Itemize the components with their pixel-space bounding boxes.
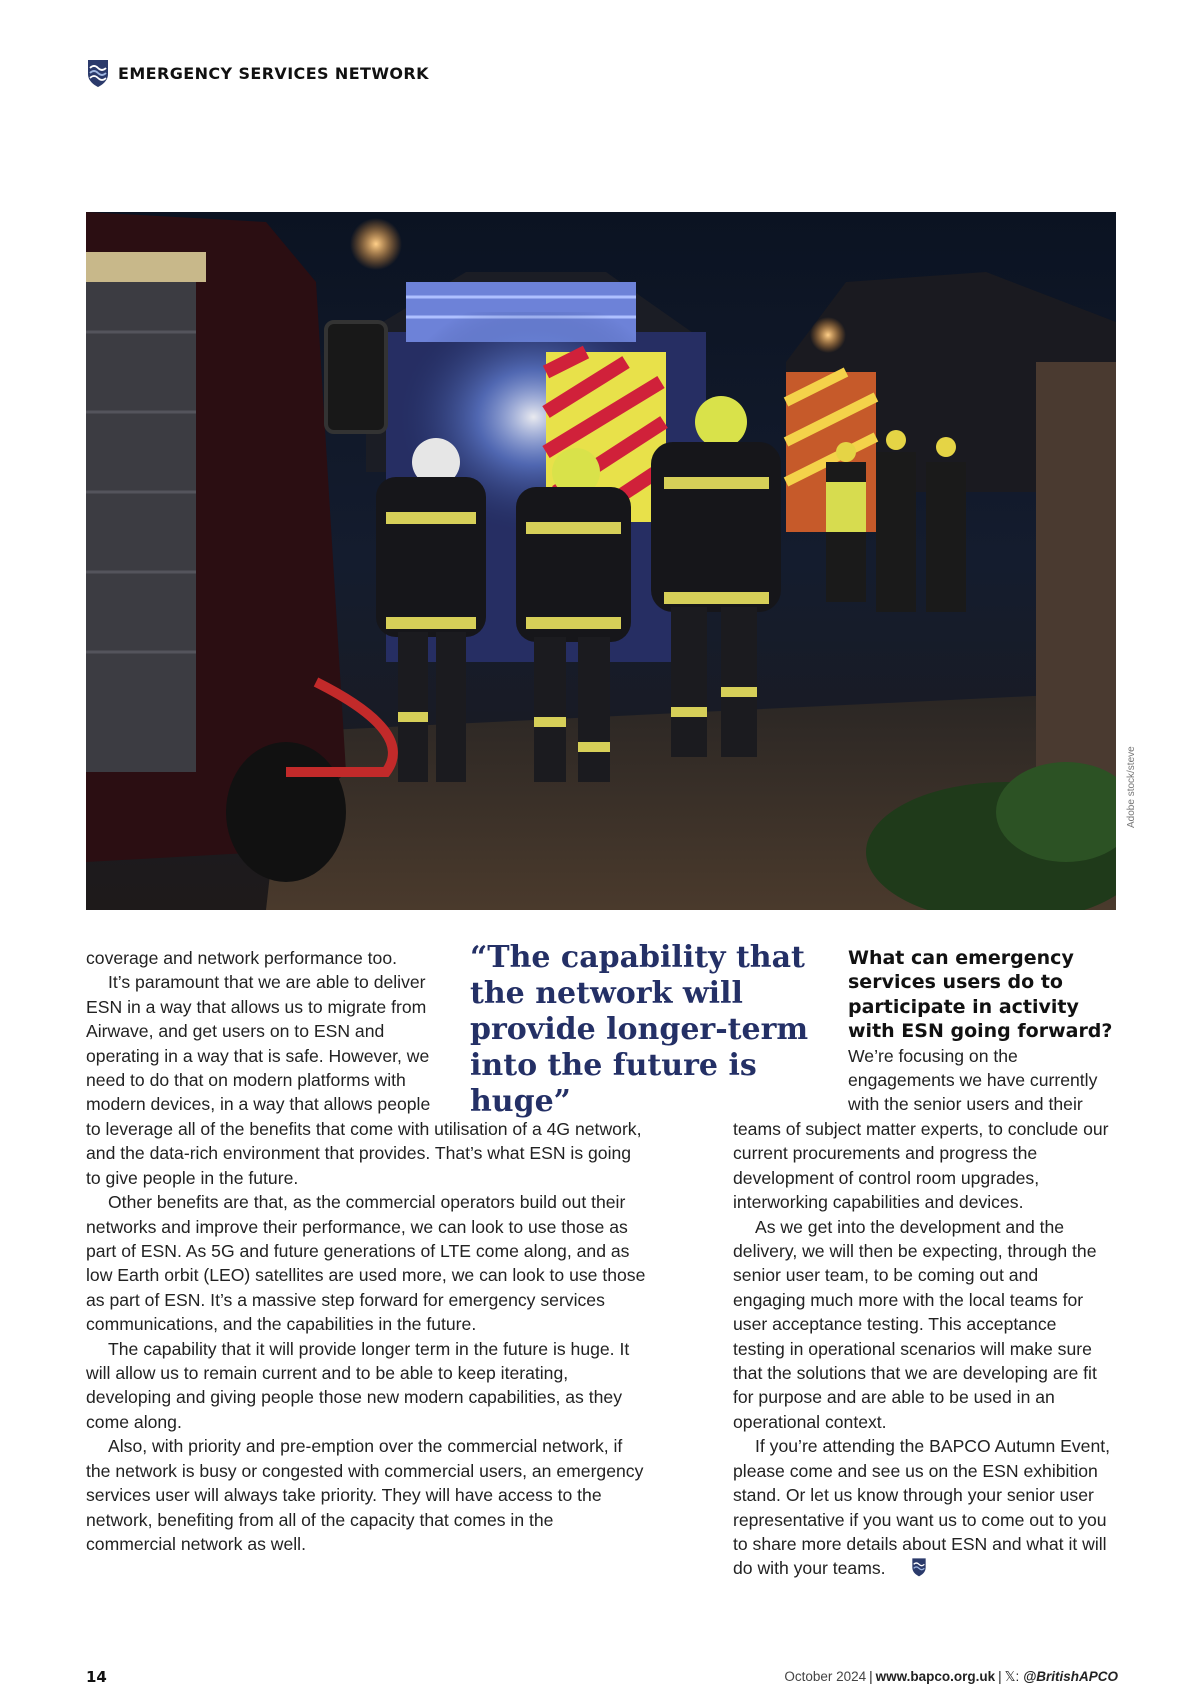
paragraph	[733, 1434, 1113, 1580]
issue-date: October 2024	[784, 1669, 867, 1684]
paragraph: It’s paramount that we are able to deliver ESN in a way that allows us to migrate from Airwave, and get users on to ESN and operating in a way that is safe. However, we need to do that on modern platforms with modern devices, in a way that allows people	[86, 972, 431, 1115]
right-column-top	[848, 946, 1113, 1117]
website-link[interactable]: www.bapco.org.uk	[875, 1669, 996, 1684]
subheading: What can emergency services users do to participate in activity with ESN going forward?	[848, 947, 1113, 1043]
paragraph: to leverage all of the benefits that come with utilisation of a 4G network, and the data-rich environment that provides. That’s what ESN is going to give people in the future.	[86, 1119, 642, 1188]
left-column-main	[86, 1117, 646, 1556]
left-column-top	[86, 946, 456, 1117]
pull-quote: “The capability that the network will provide longer-term into the future is huge”	[470, 940, 809, 1119]
page-header	[86, 58, 429, 88]
paragraph: The capability that it will provide longer term in the future is huge. It will allow us to remain current and to be able to keep iterating, developing and giving people those new modern capabilities, as they come along.	[86, 1338, 630, 1432]
x-logo-icon: 𝕏:	[1004, 1669, 1020, 1684]
paragraph: As we get into the development and the delivery, we will then be expecting, through the senior user team, to be coming out and engaging much more with the local teams for user acceptance testing. This acceptance testing in operational scenarios will make sure that the solutions that we are developing are fit for purpose and are able to be used in an operational context.	[733, 1216, 1097, 1432]
esn-end-mark-icon	[889, 1557, 905, 1577]
page-footer: October 2024 | www.bapco.org.uk | 𝕏: @BritishAPCO	[784, 1669, 1118, 1684]
paragraph-text: If you’re attending the BAPCO Autumn Event, please come and see us on the ESN exhibition stand. Or let us know through your senior user representative if you want us to come out to you to share more details about ESN and what it will do with your teams.	[733, 1436, 1111, 1579]
paragraph: Also, with priority and pre-emption over the commercial network, if the network is busy or congested with commercial users, an emergency services user will always take priority. They will have access to the network, benefiting from all of the capacity that comes in the commercial network as well.	[86, 1436, 644, 1554]
firefighters-photo	[86, 212, 1116, 910]
social-handle-link[interactable]: @BritishAPCO	[1023, 1669, 1118, 1684]
page-number: 14	[86, 1668, 107, 1686]
photo-credit: Adobe stock/steve	[1126, 746, 1137, 828]
esn-shield-logo-icon	[86, 58, 110, 88]
paragraph: Other benefits are that, as the commercial operators build out their networks and improve their performance, we can look to use those as part of ESN. As 5G and future generations of LTE come along, and as low Earth orbit (LEO) satellites are used more, we can look to use those as part of ESN. It’s a massive step forward for emergency services communications, and the capabilities in the future.	[86, 1192, 646, 1335]
paragraph: coverage and network performance too.	[86, 948, 398, 968]
right-column-main	[733, 1117, 1113, 1581]
paragraph: teams of subject matter experts, to conclude our current procurements and progress the development of control room upgrades, interworking capabilities and devices.	[733, 1119, 1109, 1213]
publication-section-title: EMERGENCY SERVICES NETWORK	[118, 63, 429, 83]
paragraph: We’re focusing on the engagements we have currently with the senior users and their	[848, 1045, 1098, 1115]
